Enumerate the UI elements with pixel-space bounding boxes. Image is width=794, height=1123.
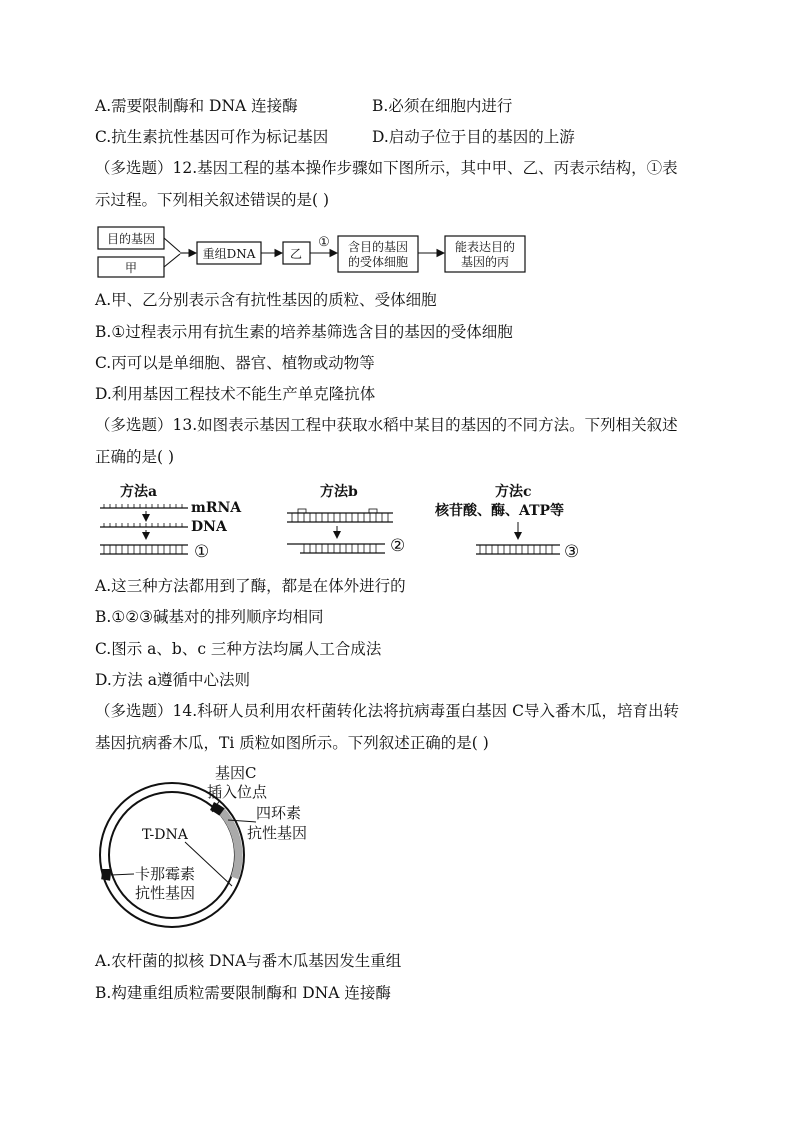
- q13-stem-line2: 正确的是( ): [95, 448, 175, 466]
- q12-option-a: A.甲、乙分别表示含有抗性基因的质粒、受体细胞: [95, 291, 437, 309]
- q13-option-a: A.这三种方法都用到了酶，都是在体外进行的: [95, 577, 406, 595]
- kan-pointer-line: [111, 874, 134, 875]
- q14-stem-line1: （多选题）14.科研人员利用农杆菌转化法将抗病毒蛋白基因 C导入番木瓜，培育出转: [95, 702, 679, 720]
- flow-step-label: ①: [318, 235, 330, 250]
- flow-join-line: [164, 238, 180, 252]
- method-c-result-bonds: [480, 545, 552, 554]
- q12-option-b: B.①过程表示用有抗生素的培养基筛选含目的基因的受体细胞: [95, 323, 513, 341]
- kan-label-line1: 卡那霉素: [135, 865, 196, 883]
- method-b-bonds: [292, 513, 388, 522]
- flow-box-target-gene-label: 目的基因: [106, 232, 156, 246]
- flow-box-bing-line2: 基因的丙: [460, 255, 510, 269]
- method-b-title: 方法b: [320, 484, 358, 500]
- prev-option-d: D.启动子位于目的基因的上游: [372, 128, 575, 146]
- q13-option-b: B.①②③碱基对的排列顺序均相同: [95, 608, 324, 626]
- q12-stem-line2: 示过程。下列相关叙述错误的是( ): [95, 191, 330, 209]
- tet-label-line2: 抗性基因: [247, 824, 308, 842]
- prev-option-b: B.必须在细胞内进行: [372, 97, 513, 115]
- q14-plasmid-diagram: [100, 764, 307, 927]
- site-label-line2: 插入位点: [207, 783, 268, 801]
- q14-option-a: A.农杆菌的拟核 DNA与番木瓜基因发生重组: [95, 952, 402, 970]
- method-a-dna-label: DNA: [191, 519, 227, 535]
- q12-option-d: D.利用基因工程技术不能生产单克隆抗体: [95, 385, 376, 403]
- method-b-result-label: ②: [390, 536, 406, 556]
- flow-box-host-cell-line2: 的受体细胞: [347, 255, 409, 269]
- prev-option-a: A.需要限制酶和 DNA 连接酶: [95, 97, 298, 115]
- method-c-title: 方法c: [495, 484, 532, 500]
- flow-box-bing-line1: 能表达目的: [454, 240, 516, 254]
- method-b-result-bonds: [304, 544, 376, 553]
- q12-option-c: C.丙可以是单细胞、器官、植物或动物等: [95, 354, 375, 372]
- flow-box-recombinant-dna-label: 重组DNA: [202, 247, 256, 261]
- method-a-result-bonds: [104, 545, 182, 554]
- prev-option-c: C.抗生素抗性基因可作为标记基因: [95, 128, 329, 146]
- q13-stem-line1: （多选题）13.如图表示基因工程中获取水稻中某目的基因的不同方法。下列相关叙述: [95, 416, 678, 434]
- q14-option-b: B.构建重组质粒需要限制酶和 DNA 连接酶: [95, 984, 391, 1002]
- method-a-mrna-label: mRNA: [191, 500, 242, 516]
- q12-stem-line1: （多选题）12.基因工程的基本操作步骤如下图所示，其中甲、乙、丙表示结构，①表: [95, 159, 678, 177]
- q14-stem-line2: 基因抗病番木瓜，Ti 质粒如图所示。下列叙述正确的是( ): [95, 734, 489, 752]
- q13-option-d: D.方法 a遵循中心法则: [95, 671, 250, 689]
- flow-box-yi-label: 乙: [289, 247, 303, 261]
- method-a-result-label: ①: [194, 542, 210, 562]
- method-c-result-label: ③: [564, 542, 580, 562]
- method-a-title: 方法a: [120, 484, 158, 500]
- tet-label-line1: 四环素: [256, 804, 302, 822]
- flow-box-host-cell-line1: 含目的基因: [347, 240, 409, 254]
- plasmid-outer-ring: [100, 783, 244, 927]
- q13-methods-diagram: [100, 483, 579, 562]
- tdna-label: T-DNA: [142, 827, 188, 843]
- flow-box-jia-label: 甲: [124, 261, 138, 275]
- flow-join-line: [164, 254, 180, 267]
- method-c-materials: 核苷酸、酶、ATP等: [435, 503, 565, 519]
- site-label-line1: 基因C: [215, 764, 257, 782]
- kanamycin-gene-mark: [106, 869, 107, 880]
- q13-option-c: C.图示 a、b、c 三种方法均属人工合成法: [95, 640, 382, 658]
- kan-label-line2: 抗性基因: [135, 884, 196, 902]
- q12-flow-diagram: [98, 227, 525, 277]
